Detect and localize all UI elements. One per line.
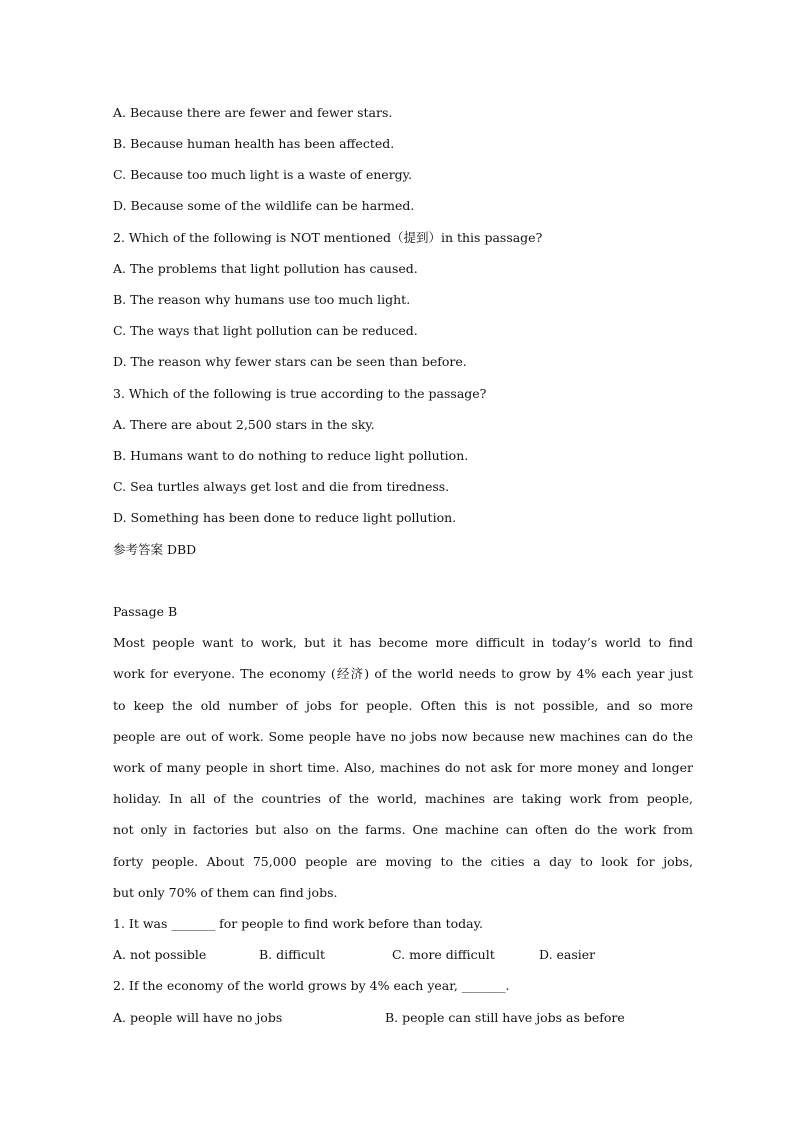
q1-option-b: B. Because human health has been affected. [113,136,395,151]
q1-option-a: A. Because there are fewer and fewer stars. [113,105,393,120]
passage-b-line: but only 70% of them can find jobs. [113,885,338,900]
passage-b-line: holiday. In all of the countries of the world, machines are taking work from people, [113,791,693,806]
q3-option-c: C. Sea turtles always get lost and die from tiredness. [113,479,450,494]
pb-q1-option-d: D. easier [539,947,596,962]
pb-q1-option-a: A. not possible [113,947,207,962]
passage-b-line: people are out of work. Some people have no jobs now because new machines can do the [113,729,693,744]
q1-option-d: D. Because some of the wildlife can be harmed. [113,198,415,213]
pb-q1-option-c: C. more difficult [392,947,495,962]
passage-b-title: Passage B [113,604,178,619]
pb-q1-options [113,947,613,963]
q2-option-d: D. The reason why fewer stars can be seen than before. [113,354,467,369]
q2-option-a: A. The problems that light pollution has caused. [113,261,418,276]
passage-b-line: forty people. About 75,000 people are moving to the cities a day to look for jobs, [113,854,693,869]
passage-b-line: to keep the old number of jobs for people. Often this is not possible, and so more [113,698,693,713]
passage-b-line: not only in factories but also on the farms. One machine can often do the work from [113,822,693,837]
passage-b-line: work of many people in short time. Also, machines do not ask for more money and longer [113,760,693,775]
pb-q2-question: 2. If the economy of the world grows by 4% each year, _______. [113,978,510,993]
pb-q1-option-b: B. difficult [259,947,326,962]
q1-option-c: C. Because too much light is a waste of energy. [113,167,413,182]
q3-option-a: A. There are about 2,500 stars in the sky. [113,417,375,432]
pb-q2-option-b: B. people can still have jobs as before [385,1010,625,1025]
passage-b-line: work for everyone. The economy (经济) of the world needs to grow by 4% each year just [113,666,693,681]
q3-option-d: D. Something has been done to reduce light pollution. [113,510,457,525]
pb-q2-options [113,1010,673,1026]
q3-option-b: B. Humans want to do nothing to reduce light pollution. [113,448,469,463]
q3-question: 3. Which of the following is true according to the passage? [113,386,487,401]
answer-key: 参考答案 DBD [113,542,197,557]
passage-b-line: Most people want to work, but it has become more difficult in today’s world to find [113,635,693,650]
pb-q2-option-a: A. people will have no jobs [113,1010,283,1025]
q2-option-c: C. The ways that light pollution can be reduced. [113,323,418,338]
pb-q1-question: 1. It was _______ for people to find work before than today. [113,916,483,931]
q2-question: 2. Which of the following is NOT mentioned（提到）in this passage? [113,230,543,245]
q2-option-b: B. The reason why humans use too much light. [113,292,411,307]
